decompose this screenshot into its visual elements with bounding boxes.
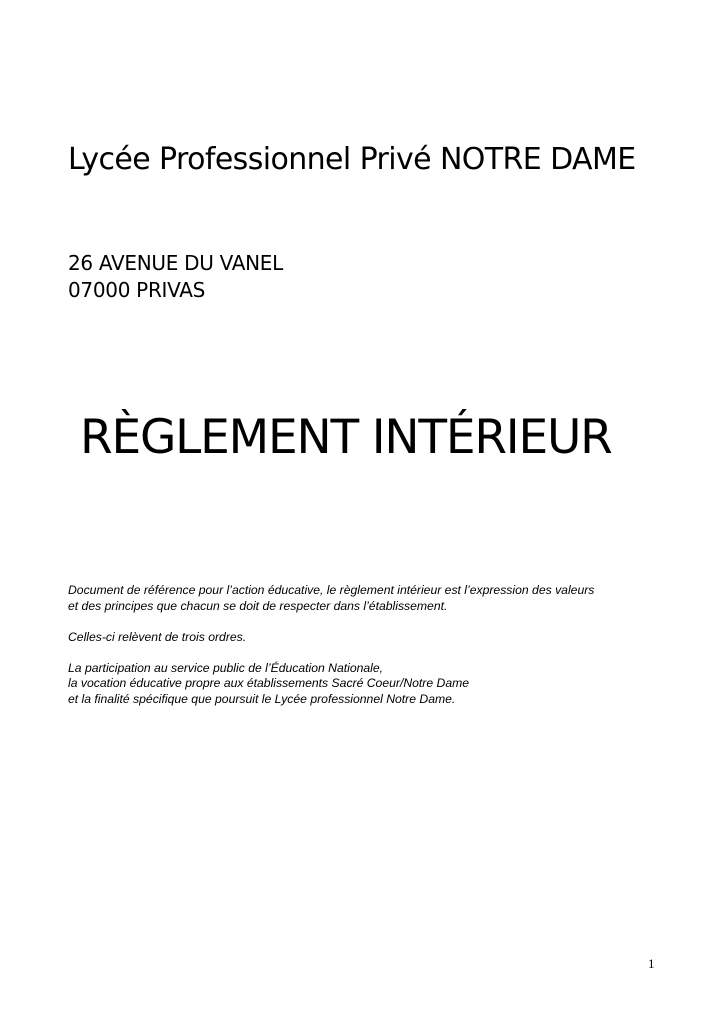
intro-paragraph-3-line-3: et la finalité spécifique que poursuit le Lycée professionnel Notre Dame.	[68, 691, 456, 706]
address-street: 26 AVENUE DU VANEL	[68, 251, 283, 275]
intro-paragraph-3-line-1: La participation au service public de l’Éducation Nationale,	[68, 660, 384, 675]
school-name: Lycée Professionnel Privé NOTRE DAME	[68, 142, 636, 177]
document-title: RÈGLEMENT INTÉRIEUR	[80, 410, 612, 465]
intro-paragraph-3-line-2: la vocation éducative propre aux établissements Sacré Coeur/Notre Dame	[68, 676, 470, 690]
address-city: 07000 PRIVAS	[68, 278, 206, 302]
address-block	[68, 250, 283, 304]
intro-paragraph-2: Celles-ci relèvent de trois ordres.	[68, 629, 247, 644]
intro-paragraph-3	[68, 661, 668, 708]
intro-paragraph-1-line-1: Document de référence pour l’action éducative, le règlement intérieur est l’expression des valeurs	[68, 583, 595, 597]
intro-paragraph-1	[68, 583, 668, 614]
page-number: 1	[648, 956, 655, 971]
intro-paragraph-1-line-2: et des principes que chacun se doit de respecter dans l’établissement.	[68, 598, 448, 613]
intro-text	[68, 583, 668, 723]
